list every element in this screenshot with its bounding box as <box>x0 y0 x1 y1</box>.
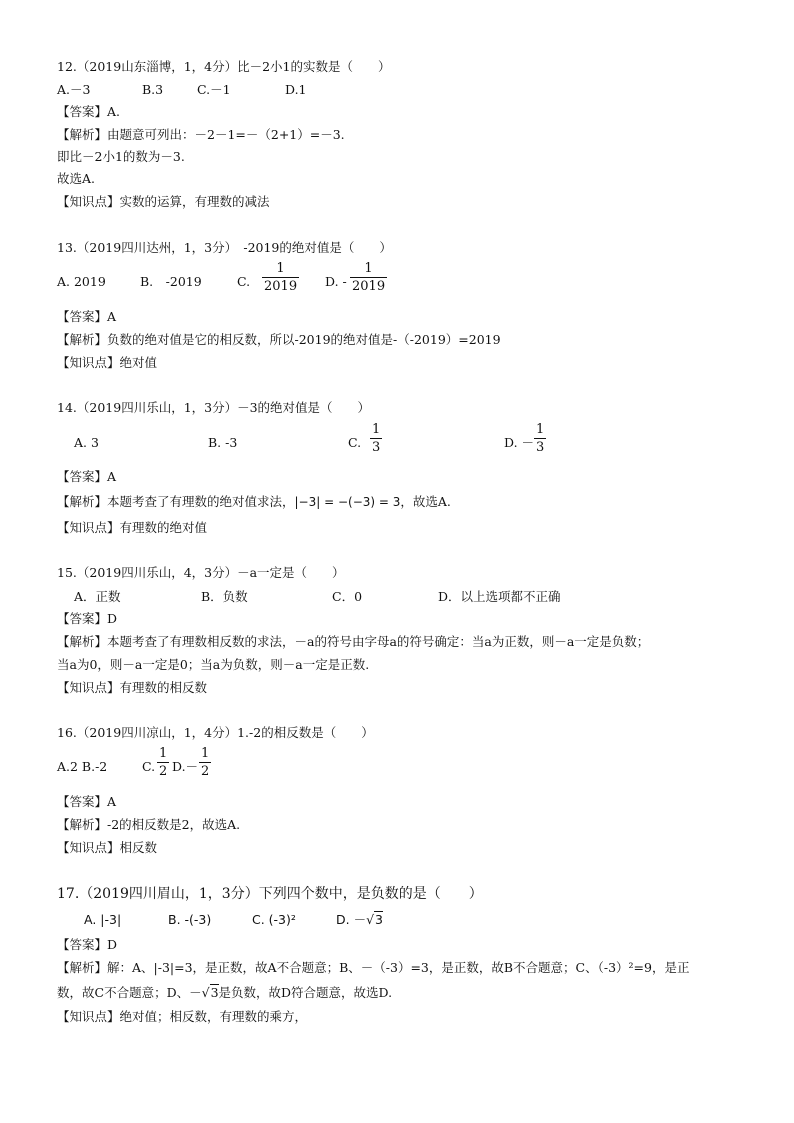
q14-option-a: A. 3 <box>74 435 99 450</box>
q17-analysis-2-post: 是负数，故D符合题意，故选D. <box>218 985 393 1000</box>
q17-analysis: 【解析】解：A、|-3|=3，是正数，故A不合题意；B、－（-3）=3，是正数，故B不合题意；C、（-3）²=9，是正 <box>57 960 690 975</box>
q14-option-c-denominator: 3 <box>372 440 381 455</box>
q17-knowledge: 【知识点】绝对值；相反数，有理数的乘方， <box>57 1009 308 1024</box>
q13-option-d-label: D. - <box>325 274 347 289</box>
q17-analysis-2 <box>57 983 392 1003</box>
q12-option-c: C.－1 <box>197 82 231 97</box>
q16-options-ab: A.2 B.-2 <box>57 759 108 774</box>
q14-option-d-denominator: 3 <box>536 440 545 455</box>
q16-stem: 16.（2019四川凉山，1，4分）1.-2的相反数是（ ） <box>57 725 374 740</box>
q13-option-a: A. 2019 <box>57 274 106 289</box>
q12-option-b: B.3 <box>142 82 164 97</box>
q16-knowledge: 【知识点】相反数 <box>57 840 158 855</box>
q12-analysis-2: 即比－2小1的数为－3. <box>57 149 185 164</box>
q13-options <box>57 262 417 302</box>
q13-option-c-fraction <box>262 262 299 293</box>
q13-option-d-denominator: 2019 <box>352 279 386 294</box>
q14-options <box>74 423 574 463</box>
q14-option-c-fraction <box>370 423 382 454</box>
q17-option-d <box>336 910 383 930</box>
q17-option-d-label: D. － <box>336 912 367 927</box>
q13-option-c-label: C. <box>237 274 251 289</box>
q15-option-c: C．0 <box>332 589 363 604</box>
q13-stem: 13.（2019四川达州，1，3分） -2019的绝对值是（ ） <box>57 240 392 255</box>
q13-option-c-denominator: 2019 <box>264 279 298 294</box>
q13-knowledge: 【知识点】绝对值 <box>57 355 158 370</box>
q12-option-a: A.－3 <box>57 82 91 97</box>
q14-analysis-math: |−3| = −(−3) = 3 <box>294 495 401 509</box>
q15-stem: 15.（2019四川乐山，4，3分）－a一定是（ ） <box>57 565 345 580</box>
q15-analysis-2: 当a为0，则－a一定是0；当a为负数，则－a一定是正数. <box>57 657 370 672</box>
q12-stem: 12.（2019山东淄博，1，4分）比－2小1的实数是（ ） <box>57 59 391 74</box>
q13-option-d-numerator: 1 <box>364 261 373 276</box>
q14-option-b: B. -3 <box>208 435 238 450</box>
q15-analysis: 【解析】本题考查了有理数相反数的求法，－a的符号由字母a的符号确定：当a为正数，则－a一定是负数； <box>57 634 650 649</box>
q16-option-d-label: D.－ <box>172 759 199 774</box>
q16-options <box>57 747 257 787</box>
q16-option-c-fraction <box>157 747 169 778</box>
q14-stem: 14.（2019四川乐山，1，3分）－3的绝对值是（ ） <box>57 400 371 415</box>
q14-option-d-fraction <box>534 423 546 454</box>
q15-knowledge: 【知识点】有理数的相反数 <box>57 680 208 695</box>
q16-option-c-numerator: 1 <box>159 746 168 761</box>
q13-option-c-numerator: 1 <box>276 261 285 276</box>
q17-option-b: B. -(-3) <box>168 912 212 927</box>
q15-answer: 【答案】D <box>57 611 118 626</box>
q14-analysis-post: ，故选A. <box>400 494 451 509</box>
q16-answer: 【答案】A <box>57 794 117 809</box>
q16-option-d-numerator: 1 <box>201 746 210 761</box>
q16-option-c-label: C. <box>142 759 156 774</box>
q17-option-d-radical-icon: √ <box>366 912 375 927</box>
q14-option-c-numerator: 1 <box>372 422 381 437</box>
q16-option-c-denominator: 2 <box>159 764 168 779</box>
q13-option-b: B. -2019 <box>140 274 202 289</box>
q17-option-a: A. |-3| <box>84 912 122 927</box>
q15-option-b: B．负数 <box>201 589 248 604</box>
q12-knowledge: 【知识点】实数的运算，有理数的减法 <box>57 194 270 209</box>
q14-knowledge: 【知识点】有理数的绝对值 <box>57 520 208 535</box>
q17-analysis-2-radical-icon: √ <box>201 985 210 1000</box>
q13-analysis: 【解析】负数的绝对值是它的相反数，所以-2019的绝对值是-（-2019）=2019 <box>57 332 501 347</box>
q17-option-d-radicand: 3 <box>375 912 383 927</box>
q15-option-d: D．以上选项都不正确 <box>438 589 561 604</box>
q14-answer: 【答案】A <box>57 469 117 484</box>
q14-option-d-numerator: 1 <box>536 422 545 437</box>
q14-option-c-label: C. <box>348 435 362 450</box>
q14-analysis <box>57 492 451 512</box>
q15-option-a: A．正数 <box>74 589 121 604</box>
q12-answer: 【答案】A. <box>57 104 121 119</box>
q14-option-d-label: D. － <box>504 435 535 450</box>
q13-answer: 【答案】A <box>57 309 117 324</box>
q16-analysis: 【解析】-2的相反数是2，故选A. <box>57 817 241 832</box>
q17-stem: 17.（2019四川眉山，1，3分）下列四个数中，是负数的是（ ） <box>57 886 483 902</box>
q16-option-d-denominator: 2 <box>201 764 210 779</box>
q13-option-d-fraction <box>350 262 387 293</box>
q17-analysis-2-pre: 数，故C不合题意；D、－ <box>57 985 202 1000</box>
q12-option-d: D.1 <box>285 82 307 97</box>
q17-answer: 【答案】D <box>57 937 118 952</box>
q12-analysis: 【解析】由题意可列出：－2－1=－（2+1）=－3. <box>57 127 345 142</box>
q16-option-d-fraction <box>199 747 211 778</box>
q17-option-c: C. (-3)² <box>252 912 296 927</box>
q17-analysis-2-radicand: 3 <box>210 985 219 1000</box>
q12-analysis-3: 故选A. <box>57 171 96 186</box>
q14-analysis-pre: 【解析】本题考查了有理数的绝对值求法， <box>57 494 295 509</box>
